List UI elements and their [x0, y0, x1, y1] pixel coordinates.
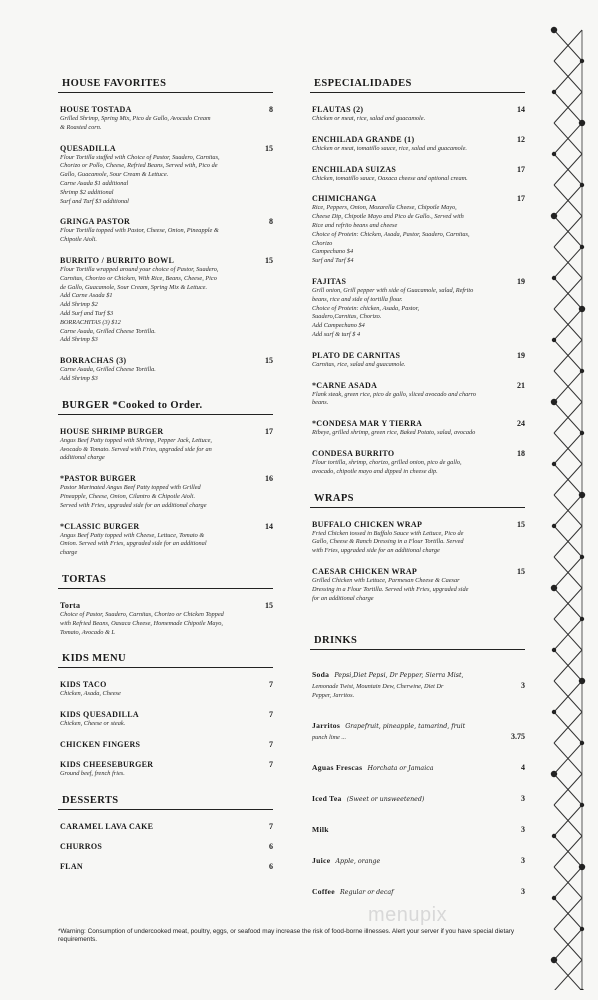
- drink-item-row: [312, 848, 525, 867]
- menu-item-row: [60, 710, 273, 719]
- description-line: Tomato, Avocado & L: [60, 628, 115, 636]
- drink-item-name: Juice: [312, 855, 331, 865]
- description-line: Angus Beef Patty topped with Shrimp, Pepper Jack, Lettuce,: [60, 436, 212, 444]
- description-line: Flour Tortilla topped with Pastor, Cheese, Onion, Pineapple &: [60, 227, 219, 235]
- description-line: Add Surf and Turf $3: [60, 309, 114, 317]
- description-line: charge: [60, 549, 78, 557]
- drink-item-name: Soda: [312, 670, 330, 680]
- menu-item: [58, 710, 273, 729]
- menu-item: [58, 144, 273, 207]
- border-dot: [580, 431, 584, 435]
- description-line: Choice of Protein: chicken, Asada, Pastor,: [312, 304, 420, 312]
- menu-item-name: PLATO DE CARNITAS: [312, 350, 401, 360]
- description-line: Flour tortilla, shrimp, chorizo, grilled onion, pico de gallo,: [312, 458, 462, 466]
- menu-item-row: [312, 520, 525, 529]
- menu-item-price: 15: [265, 255, 273, 265]
- menu-item-description: [60, 154, 273, 207]
- menu-item-row: [60, 217, 273, 226]
- menu-item: [58, 822, 273, 831]
- menu-item-row: [60, 474, 273, 483]
- description-line: beans.: [312, 399, 329, 407]
- description-line: Pepper, Jarritos.: [312, 692, 355, 700]
- drink-item-name: Aguas Frescas: [312, 762, 363, 772]
- description-line: Choice of Pastor, Suadero, Carnitas, Chorizo or Chicken Topped: [60, 610, 224, 618]
- menu-item-description: [312, 459, 525, 477]
- menu-item-description: [60, 770, 273, 779]
- description-line: Carnitas, rice, salad and guacamole.: [312, 360, 406, 368]
- menu-item-row: [312, 277, 525, 286]
- description-line: with Refried Beans, Oaxaca Cheese, Homemade Chipotle Mayo,: [60, 619, 223, 627]
- menu-item-row: [60, 822, 273, 831]
- border-dot: [552, 152, 556, 156]
- description-line: Carnitas, Chorizo or Chicken, With Rice, Beans, Cheese, Pico: [60, 274, 217, 282]
- menu-item: [58, 740, 273, 749]
- menu-item: [310, 105, 525, 124]
- menu-item-row: [312, 135, 525, 144]
- drink-item-inline-description: Horchata or Jamaica: [367, 764, 434, 772]
- menu-item-price: 15: [517, 519, 525, 529]
- menu-item-description: [312, 391, 525, 409]
- menu-item-name: QUESADILLA: [60, 143, 116, 153]
- description-line: de Gallo, Guacamole, Sour Cream, Spring Mix & Lettuce.: [60, 283, 208, 291]
- description-line: Add Carne Asada $1: [60, 292, 113, 300]
- drink-item-inline-description: Regular or decaf: [339, 888, 394, 896]
- menu-item-row: [60, 356, 273, 365]
- menu-item-name: CARAMEL LAVA CAKE: [60, 821, 154, 831]
- drink-item-description: [312, 683, 443, 701]
- drink-item-row: [312, 662, 525, 681]
- description-line: Lemonade Twist, Mountain Dew, Cherwine, Diet Dr: [312, 683, 444, 691]
- section-title: ESPECIALIDADES: [310, 76, 525, 93]
- description-line: for an additional charge: [312, 594, 374, 602]
- description-line: Carne Asada $1 additional: [60, 179, 129, 187]
- description-line: Gallo, Guacamole, Sour Cream & Lettuce.: [60, 171, 169, 179]
- drink-item-text: [312, 879, 394, 898]
- menu-item-price: 17: [517, 164, 525, 174]
- menu-item-description: [312, 577, 525, 603]
- section-title: DESSERTS: [58, 793, 273, 810]
- drink-item-text: [312, 713, 465, 732]
- menu-item: [310, 351, 525, 370]
- menu-item-name: BORRACHAS (3): [60, 356, 127, 366]
- menu-item-description: [312, 115, 525, 124]
- description-line: Flour Tortilla stuffed with Choice of Pastor, Suadero, Carnitas,: [60, 153, 220, 161]
- drink-item-price: 4: [521, 762, 525, 772]
- drink-item-inline-description: Pepsi,Diet Pepsi, Dr Pepper, Sierra Mist,: [334, 672, 464, 680]
- menu-item-price: 7: [269, 680, 273, 690]
- drink-item-row: [312, 786, 525, 805]
- menu-item-name: ENCHILADA GRANDE (1): [312, 134, 415, 144]
- section-title: WRAPS: [310, 491, 525, 508]
- menu-item: [310, 419, 525, 438]
- border-dot: [552, 90, 556, 94]
- description-line: & Roasted corn.: [60, 123, 102, 131]
- menu-item-description: [60, 532, 273, 558]
- menu-item: [58, 760, 273, 779]
- menu-item-name: *CONDESA MAR Y TIERRA: [312, 419, 423, 429]
- menu-item-description: [312, 175, 525, 184]
- menu-item: [58, 256, 273, 345]
- border-dot: [551, 213, 557, 219]
- section-tortas: [58, 572, 273, 637]
- border-dot: [580, 59, 584, 63]
- drink-item-name: Jarritos: [312, 720, 341, 730]
- menu-item-row: [312, 165, 525, 174]
- menu-item-price: 15: [265, 600, 273, 610]
- description-line: Ground beef, french fries.: [60, 769, 125, 777]
- border-dot: [580, 245, 584, 249]
- drink-item: [310, 817, 525, 836]
- description-line: Grilled Chicken with Lettuce, Parmesan Cheese & Caesar: [312, 576, 460, 584]
- description-line: Add Shrimp $3: [60, 374, 98, 382]
- border-dot: [552, 834, 556, 838]
- menu-item-name: FLAUTAS (2): [312, 105, 364, 114]
- description-line: Chorizo: [312, 239, 333, 247]
- description-line: Suadero,Carnitas, Chorizo.: [312, 313, 382, 321]
- menu-item-price: 14: [265, 521, 273, 531]
- menu-item-price: 15: [265, 143, 273, 153]
- menu-item-price: 7: [269, 710, 273, 720]
- drink-item-description: [312, 734, 346, 743]
- drink-item-row: [312, 879, 525, 898]
- menu-item: [58, 474, 273, 510]
- menu-item-row: [60, 740, 273, 749]
- description-line: additional charge: [60, 454, 105, 462]
- menu-item-name: Torta: [60, 600, 81, 610]
- menu-item-name: FAJITAS: [312, 276, 347, 286]
- section-title: BURGER *Cooked to Order.: [58, 398, 273, 415]
- section-drinks: [310, 633, 525, 897]
- description-line: beans, rice and side of tortilla flour.: [312, 295, 403, 303]
- drink-item-row: [312, 732, 525, 743]
- border-dot: [551, 27, 557, 33]
- border-dot: [580, 617, 584, 621]
- menu-item-name: KIDS TACO: [60, 680, 107, 690]
- border-dot: [552, 648, 556, 652]
- menu-item-description: [60, 115, 273, 133]
- menu-item-row: [312, 419, 525, 428]
- drink-item-text: [312, 755, 434, 774]
- menu-item-row: [60, 760, 273, 769]
- section-burger: [58, 398, 273, 558]
- food-safety-warning: *Warning: Consumption of undercooked meat, poultry, eggs, or seafood may increase the risk of food-borne illnesses. Alert your server if you have special dietary requirements.: [58, 928, 515, 943]
- menu-item-name: HOUSE TOSTADA: [60, 105, 132, 114]
- drink-item: [310, 755, 525, 774]
- drink-item-inline-description: (Sweet or unsweetened): [346, 795, 425, 803]
- drink-item-row: [312, 755, 525, 774]
- drink-item-inline-description: Apple, orange: [335, 857, 381, 865]
- description-line: BORRACHITAS (3) $12: [60, 318, 121, 326]
- menu-item-price: 12: [517, 134, 525, 144]
- watermark: menupix: [368, 904, 448, 926]
- menu-item-name: FLAN: [60, 861, 83, 871]
- menu-item-description: [60, 690, 273, 699]
- menu-item: [310, 567, 525, 603]
- description-line: Angus Beef Patty topped with Cheese, Lettuce, Tomato &: [60, 531, 205, 539]
- description-line: Rice, Peppers, Onion, Mozarella Cheese, Chipotle Mayo,: [312, 204, 457, 212]
- menu-item-name: BURRITO / BURRITO BOWL: [60, 255, 175, 265]
- description-line: Cheese Dip, Chipotle Mayo and Pico de Gallo., Served with: [312, 213, 464, 221]
- description-line: Add Shrimp $3: [60, 336, 98, 344]
- border-dot: [551, 585, 557, 591]
- drink-item-row: [312, 817, 525, 836]
- menu-item-description: [60, 720, 273, 729]
- menu-column-left: [58, 76, 273, 885]
- description-line: Add surf & turf $ 4: [312, 330, 361, 338]
- menu-item-row: [312, 381, 525, 390]
- menu-item-description: [312, 287, 525, 340]
- menu-item: [58, 356, 273, 384]
- menu-item-name: *CARNE ASADA: [312, 380, 378, 390]
- menu-item-name: CAESAR CHICKEN WRAP: [312, 566, 418, 576]
- menu-item-name: ENCHILADA SUIZAS: [312, 164, 397, 174]
- description-line: Surf and Turf $3 additional: [60, 197, 129, 205]
- menu-item: [58, 842, 273, 851]
- description-line: Served with Fries, upgraded side for an additional charge: [60, 501, 207, 509]
- menu-item-price: 16: [265, 474, 273, 484]
- border-dot: [579, 306, 585, 312]
- section-title: TORTAS: [58, 572, 273, 589]
- menu-item-row: [312, 105, 525, 114]
- border-dot: [580, 369, 584, 373]
- description-line: Pineapple, Cheese, Onion, Cilantro & Chipotle Aioli.: [60, 492, 196, 500]
- drink-item-text: [312, 786, 424, 805]
- description-line: Chipotle Aioli.: [60, 236, 97, 244]
- drink-item-text: [312, 848, 380, 867]
- drink-item-name: Coffee: [312, 886, 335, 896]
- description-line: Chicken, tomatillo sauce, Oaxaca cheese and optional cream.: [312, 174, 468, 182]
- menu-item-name: CONDESA BURRITO: [312, 448, 395, 458]
- menu-item-description: [60, 266, 273, 345]
- menu-item-price: 8: [269, 105, 273, 114]
- menu-item: [58, 522, 273, 558]
- menu-item: [58, 427, 273, 463]
- menu-item: [58, 217, 273, 245]
- description-line: Rice and refrito beans and cheese: [312, 221, 398, 229]
- border-dot: [580, 555, 584, 559]
- border-dot: [552, 710, 556, 714]
- menu-item-name: CHICKEN FINGERS: [60, 739, 141, 749]
- description-line: Dressing in a Flour Tortilla. Served with Fries, upgraded side: [312, 585, 469, 593]
- border-dot: [552, 524, 556, 528]
- menu-item-price: 7: [269, 759, 273, 769]
- menu-item-price: 6: [269, 841, 273, 851]
- menu-item: [310, 449, 525, 477]
- menu-item-row: [60, 427, 273, 436]
- menu-item-price: 18: [517, 448, 525, 458]
- menu-item: [310, 520, 525, 556]
- menu-item-row: [60, 256, 273, 265]
- menu-item-row: [60, 144, 273, 153]
- menu-item-price: 8: [269, 217, 273, 227]
- border-dot: [579, 492, 585, 498]
- menu-item: [310, 381, 525, 409]
- description-line: Gallo, Cheese & Ranch Dressing in a Flour Tortilla. Served: [312, 538, 464, 546]
- description-line: Pastor Marinated Angus Beef Patty topped with Grilled: [60, 484, 201, 492]
- menu-item-price: 19: [517, 276, 525, 286]
- description-line: Chicken or meat, tomatillo sauce, rice, salad and guacamole.: [312, 144, 467, 152]
- description-line: Shrimp $2 additional: [60, 188, 114, 196]
- description-line: Fried Chicken tossed in Buffalo Sauce with Lettuce, Pico de: [312, 529, 464, 537]
- description-line: avocado, chipotle mayo and dipped in cheese dip.: [312, 467, 438, 475]
- description-line: Ribeye, grilled shrimp, green rice, Baked Potato, salad, avocado: [312, 429, 476, 437]
- menu-item-description: [312, 204, 525, 266]
- drink-item-name: Milk: [312, 824, 329, 834]
- menu-item-price: 17: [517, 194, 525, 204]
- menu-item-row: [60, 105, 273, 114]
- description-line: Campechano $4: [312, 248, 354, 256]
- section-especialidades: [310, 76, 525, 477]
- border-dot: [579, 678, 585, 684]
- menu-item: [310, 277, 525, 340]
- menu-item-description: [60, 611, 273, 637]
- border-dot: [551, 399, 557, 405]
- description-line: Grill onion, Grill pepper with side of Guacamole, salad, Refrito: [312, 286, 474, 294]
- menu-item: [310, 194, 525, 266]
- description-line: Chorizo or Pollo, Cheese, Refried Beans, Served with, Pico de: [60, 162, 218, 170]
- drink-item-text: [312, 817, 329, 836]
- menu-item-row: [60, 522, 273, 531]
- drink-item-price: 3: [521, 793, 525, 803]
- menu-item-price: 15: [517, 566, 525, 576]
- menu-item-name: HOUSE SHRIMP BURGER: [60, 426, 164, 436]
- menu-item-description: [312, 361, 525, 370]
- drink-item: [310, 879, 525, 898]
- menu-item: [58, 601, 273, 637]
- menu-item-name: BUFFALO CHICKEN WRAP: [312, 519, 423, 529]
- menu-item-description: [312, 429, 525, 438]
- menu-item-row: [312, 351, 525, 360]
- menu-item: [58, 105, 273, 133]
- description-line: Carne Asada, Grilled Cheese Tortilla.: [60, 327, 156, 335]
- section-title: HOUSE FAVORITES: [58, 76, 273, 93]
- menu-item-name: KIDS QUESADILLA: [60, 710, 139, 720]
- menu-item-price: 7: [269, 739, 273, 749]
- menu-item-price: 21: [517, 380, 525, 390]
- menu-item-row: [312, 194, 525, 203]
- border-dot: [580, 741, 584, 745]
- menu-item-row: [60, 601, 273, 610]
- section-desserts: [58, 793, 273, 871]
- menu-item-description: [60, 366, 273, 384]
- border-dot: [579, 864, 585, 870]
- drink-item-price: 3: [521, 886, 525, 896]
- drink-item: [310, 713, 525, 743]
- drink-item: [310, 848, 525, 867]
- menu-item-price: 6: [269, 861, 273, 871]
- menu-item-price: 15: [265, 356, 273, 366]
- menu-item-description: [60, 227, 273, 245]
- menu-item-price: 17: [265, 426, 273, 436]
- drink-item: [310, 662, 525, 701]
- description-line: Add Campechano $4: [312, 322, 365, 330]
- description-line: with Fries, upgraded side for an additional charge: [312, 547, 440, 555]
- description-line: Add Shrimp $2: [60, 301, 98, 309]
- section-title: KIDS MENU: [58, 651, 273, 668]
- menu-item-name: GRINGA PASTOR: [60, 217, 131, 227]
- menu-item: [58, 862, 273, 871]
- drink-item-text: [312, 662, 464, 681]
- description-line: Chicken, Cheese or steak.: [60, 720, 126, 728]
- description-line: Surf and Turf $4: [312, 257, 354, 265]
- menu-item-row: [60, 680, 273, 689]
- section-kids-menu: [58, 651, 273, 778]
- menu-item: [310, 165, 525, 184]
- menu-item: [310, 135, 525, 154]
- menu-item-description: [60, 484, 273, 510]
- description-line: Chicken, Asada, Cheese: [60, 690, 121, 698]
- menu-item-row: [312, 449, 525, 458]
- menu-item-description: [312, 145, 525, 154]
- description-line: Flour Tortilla wrapped around your choice of Pastor, Suadero,: [60, 265, 219, 273]
- menu-item-name: *PASTOR BURGER: [60, 474, 137, 484]
- menu-item-row: [60, 842, 273, 851]
- drink-item-row: [312, 681, 525, 701]
- menu-item: [58, 680, 273, 699]
- drink-item-price: 3.75: [511, 731, 525, 741]
- description-line: Chicken or meat, rice, salad and guacamole.: [312, 115, 426, 122]
- menu-item-name: *CLASSIC BURGER: [60, 521, 140, 531]
- drink-item-inline-description: Grapefruit, pineapple, tamarind, fruit: [345, 722, 466, 730]
- description-line: Carne Asada, Grilled Cheese Tortilla.: [60, 366, 156, 374]
- menu-item-row: [312, 567, 525, 576]
- drink-item: [310, 786, 525, 805]
- drink-item-price: 3: [521, 855, 525, 865]
- menu-item-description: [60, 437, 273, 463]
- drink-item-row: [312, 713, 525, 732]
- description-line: punch lime ...: [312, 733, 347, 741]
- menu-item-row: [60, 862, 273, 871]
- menu-item-name: KIDS CHEESEBURGER: [60, 759, 154, 769]
- description-line: Choice of Protein: Chicken, Asada, Pastor, Suadero, Carnitas,: [312, 230, 470, 238]
- description-line: Flank steak, green rice, pico de gallo, sliced avocado and charro: [312, 390, 477, 398]
- drink-item-price: 3: [521, 681, 525, 691]
- border-dot: [552, 462, 556, 466]
- border-dot: [552, 338, 556, 342]
- description-line: Grilled Shrimp, Spring Mix, Pico de Gallo, Avocado Cream: [60, 115, 211, 122]
- border-dot: [551, 957, 557, 963]
- menu-item-description: [312, 530, 525, 556]
- description-line: Onion. Served with Fries, upgraded side for an additional: [60, 540, 207, 548]
- menu-item-price: 14: [517, 105, 525, 114]
- section-house-favorites: [58, 76, 273, 384]
- decorative-border: [540, 20, 592, 990]
- border-dot: [552, 276, 556, 280]
- border-dot: [580, 803, 584, 807]
- border-dot: [552, 896, 556, 900]
- border-dot: [579, 120, 585, 126]
- section-title: DRINKS: [310, 633, 525, 650]
- menu-item-price: 24: [517, 419, 525, 429]
- drink-item-name: Iced Tea: [312, 793, 342, 803]
- border-dot: [551, 771, 557, 777]
- menu-item-name: CHURROS: [60, 841, 103, 851]
- menu-item-name: CHIMICHANGA: [312, 194, 377, 204]
- menu-column-right: [310, 76, 525, 912]
- border-dot: [580, 927, 584, 931]
- drink-item-price: 3: [521, 824, 525, 834]
- description-line: Avocado & Tomato. Served with Fries, upgraded side for an: [60, 445, 212, 453]
- menu-item-price: 19: [517, 350, 525, 360]
- section-wraps: [310, 491, 525, 604]
- border-dot: [580, 183, 584, 187]
- menu-item-price: 7: [269, 821, 273, 831]
